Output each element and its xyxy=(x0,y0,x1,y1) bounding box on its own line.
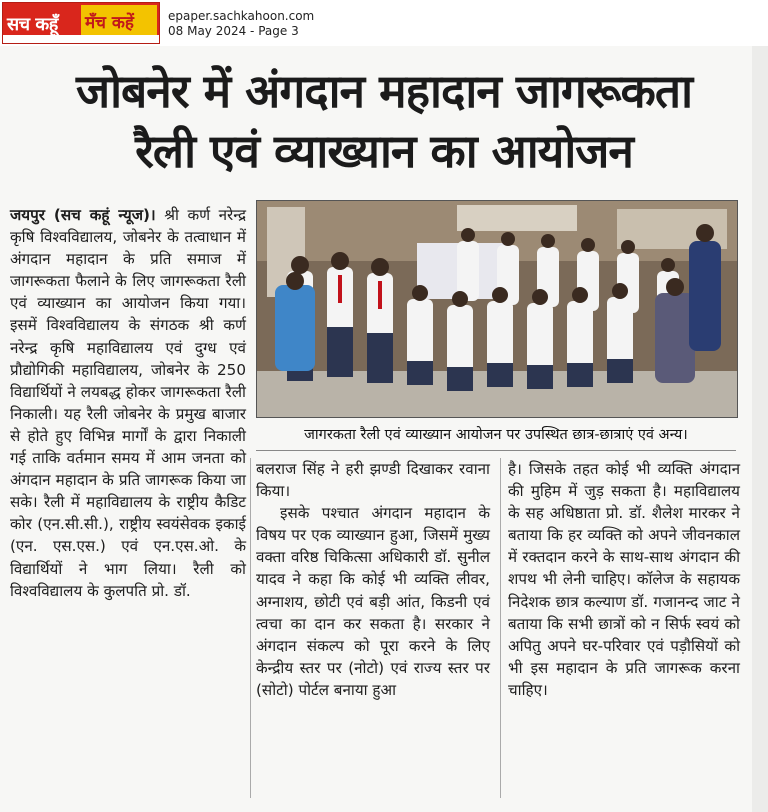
article-column-left xyxy=(10,204,246,602)
photo-caption: जागरकता रैली एवं व्याख्यान आयोजन पर उपस्थित छात्र-छात्राएं एवं अन्य। xyxy=(256,420,736,451)
article-column-right xyxy=(508,458,740,701)
article-paragraph-1 xyxy=(10,204,246,602)
article-headline xyxy=(0,62,768,182)
article-paragraph-3: इसके पश्चात अंगदान महादान के विषय पर एक व्याख्यान हुआ, जिसमें मुख्य वक्ता वरिष्ठ चिकित्सा अधिकारी डॉ. सुनील यादव ने कहा कि कोई भी व्यक्ति लीवर, अग्नाशय, छोटी एवं बड़ी आंत, किडनी एवं त्वचा का दान कर सकता है। सरकार ने अंगदान संकल्प को पूरा करने के लिए केन्द्रीय स्तर पर (नोटो) एवं राज्य स्तर पर (सोटो) पोर्टल बनाया हुआ xyxy=(256,504,490,699)
logo-strip xyxy=(3,35,159,43)
headline-line-1: जोबनेर में अंगदान महादान जागरूकता xyxy=(75,64,692,118)
article-column-middle xyxy=(256,458,490,701)
article-paragraph-2: बलराज सिंह ने हरी झण्डी दिखाकर रवाना किया। xyxy=(256,460,490,501)
group-photo-illustration xyxy=(257,201,737,417)
dateline: जयपुर (सच कहूं न्यूज)। xyxy=(10,206,156,224)
column-divider xyxy=(500,458,501,798)
column-divider xyxy=(250,458,251,798)
logo-primary-text: सच कहूँ xyxy=(7,14,58,35)
logo-secondary-badge xyxy=(81,5,157,35)
article-photo[interactable] xyxy=(256,200,738,418)
article-paragraph-4: है। जिसके तहत कोई भी व्यक्ति अंगदान की मुहिम में जुड़ सकता है। महाविद्यालय के सह अधिष्ठाता प्रो. डॉ. शैलेश मारकर ने बताया कि हर व्यक्ति को अपने जीवनकाल में रक्तदान करने के साथ-साथ अंगदान की शपथ भी लेनी चाहिए। कॉलेज के सहायक निदेशक छात्र कल्याण डॉ. गजानन्द जाट ने बताया कि सभी छात्रों को न सिर्फ स्वयं को अपितु अपने घर-परिवार एवं पड़ौसियों को भी इस महादान के प्रति जागरूक करना चाहिए। xyxy=(508,460,740,699)
article-body-left: श्री कर्ण नरेन्द्र कृषि विश्वविद्यालय, जोबनेर के तत्वाधान में अंगदान महादान के प्रति समाज में जागरूकता फैलाने के लिए जागरूकता रैली एवं व्याख्यान का आयोजन किया गया। इसमें विश्वविद्यालय के संगठक श्री कर्ण नरेन्द्र कृषि महाविद्यालय एवं दुग्ध एवं प्रौद्योगिकी महाविद्यालय, जोबनेर के 250 विद्यार्थियों ने लयबद्ध होकर जागरूकता रैली निकाली। यह रैली जोबनेर के प्रमुख बाजार से होते हुए विभिन्न मार्गों के द्वारा निकाली गई ताकि वर्तमान समय में आम जनता को अंगदान महादान के प्रति जागरूक किया जा सके। रैली में महाविद्यालय के राष्ट्रीय कैडिट कोर (एन.सी.सी.), राष्ट्रीय स्वयंसेवक इकाई (एन. एस.एस.) एवं एन.एस.ओ. के विद्यार्थियों ने भाग लिया। रैली को विश्वविद्यालय के कुलपति प्रो. डॉ. xyxy=(10,206,247,600)
headline-line-2: रैली एवं व्याख्यान का आयोजन xyxy=(135,124,633,178)
logo-secondary-text: मँच कहें xyxy=(85,13,134,33)
site-url[interactable]: epaper.sachkahoon.com xyxy=(168,9,315,23)
newspaper-logo[interactable] xyxy=(2,2,160,44)
edition-date-page: 08 May 2024 - Page 3 xyxy=(168,24,299,38)
epaper-header xyxy=(0,0,768,46)
edition-meta xyxy=(168,9,314,39)
